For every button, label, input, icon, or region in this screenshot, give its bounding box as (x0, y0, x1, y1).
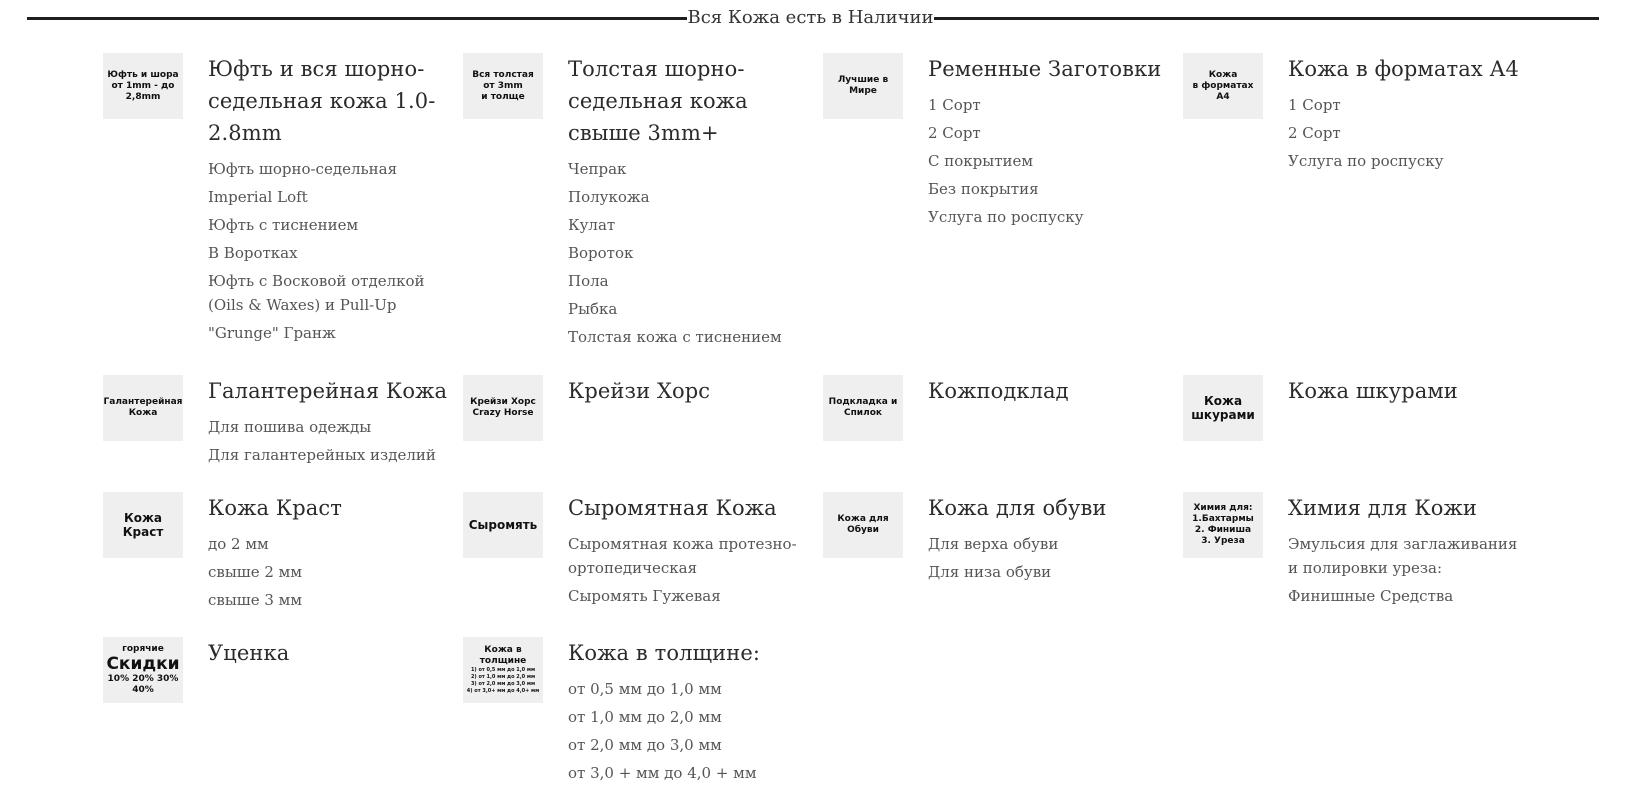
hide-thumb-icon[interactable] (1183, 375, 1263, 441)
thumb-caption: Краст (122, 525, 164, 539)
yuft-thumb-icon[interactable] (103, 53, 183, 119)
thumb-caption: Кожа (123, 511, 163, 525)
thumb-caption: от 1mm - до 2,8mm (111, 80, 175, 102)
rawhide-thumb-icon[interactable] (463, 492, 543, 558)
category-link[interactable]: "Grunge" Гранж (208, 324, 336, 342)
category-links (928, 532, 1168, 584)
thumb-caption: Химия для: (1193, 503, 1253, 513)
thumb-caption: 2. Финиша (1194, 525, 1252, 535)
section-title: Вся Кожа есть в Наличии (687, 7, 934, 28)
crazy-horse-thumb-icon[interactable] (463, 375, 543, 441)
thumb-caption: Кожа (128, 408, 158, 418)
thumb-caption: 1) от 0,5 мм до 1,0 мм (470, 667, 536, 673)
thumb-caption: Подкладка и (828, 397, 898, 407)
category-link[interactable]: Для пошива одежды (208, 418, 372, 436)
category-links (568, 532, 808, 608)
thumb-caption: шкурами (1191, 408, 1255, 422)
category-link[interactable]: до 2 мм (208, 535, 269, 553)
thumb-caption: Кожа (1203, 394, 1243, 408)
category-link[interactable]: свыше 3 мм (208, 591, 303, 609)
thumb-caption: 2) от 1,0 мм до 2,0 мм (470, 674, 536, 680)
category-link[interactable]: от 0,5 мм до 1,0 мм (568, 680, 722, 698)
category-link[interactable]: Сыромять Гужевая (568, 587, 721, 605)
category-link[interactable]: Сыромятная кожа протезно-ортопедическая (568, 535, 797, 577)
category-link[interactable]: Рыбка (568, 300, 618, 318)
thumb-caption: Галантерейная (103, 397, 183, 407)
category-title[interactable]: Уценка (208, 641, 290, 665)
category-links (568, 677, 808, 785)
category-link[interactable]: 2 Сорт (928, 124, 981, 142)
thumb-caption: горячие (122, 644, 164, 654)
crust-thumb-icon[interactable] (103, 492, 183, 558)
category-link[interactable]: Кулат (568, 216, 616, 234)
thumb-caption: Сыромять (468, 518, 538, 532)
category-title[interactable]: Ременные Заготовки (928, 57, 1162, 81)
category-link[interactable]: от 1,0 мм до 2,0 мм (568, 708, 722, 726)
category-link[interactable]: 1 Сорт (1288, 96, 1341, 114)
thumb-caption: в форматах (1192, 80, 1254, 91)
category-link[interactable]: Без покрытия (928, 180, 1039, 198)
category-title[interactable]: Толстая шорно-седельная кожа свыше 3mm+ (568, 57, 748, 145)
category-link[interactable]: Юфть шорно-седельная (208, 160, 398, 178)
thumb-caption: 3) от 2,0 мм до 3,0 мм (470, 681, 536, 687)
category-title[interactable]: Кожа для обуви (928, 496, 1107, 520)
category-title[interactable]: Юфть и вся шорно-седельная кожа 1.0-2.8mm (208, 57, 436, 145)
category-title[interactable]: Кожа в форматах А4 (1288, 57, 1520, 81)
thumb-caption: А4 (1216, 91, 1230, 102)
category-title[interactable]: Кожподклад (928, 379, 1069, 403)
category-title[interactable]: Кожа в толщине: (568, 641, 761, 665)
header-divider-right (934, 17, 1599, 20)
discount-thumb-icon[interactable] (103, 637, 183, 703)
thumb-caption: Крейзи Хорс (470, 397, 536, 407)
thumb-caption: Скидки (106, 654, 180, 674)
category-link[interactable]: Imperial Loft (208, 188, 308, 206)
category-link[interactable]: 2 Сорт (1288, 124, 1341, 142)
category-link[interactable]: Финишные Средства (1288, 587, 1454, 605)
category-links (1288, 532, 1528, 608)
thumb-caption: Вся толстая от 3mm (472, 69, 534, 91)
category-link[interactable]: Услуга по роспуску (928, 208, 1084, 226)
category-links (208, 415, 448, 467)
header-divider-left (27, 17, 687, 20)
category-link[interactable]: свыше 2 мм (208, 563, 303, 581)
category-title[interactable]: Кожа шкурами (1288, 379, 1458, 403)
category-links (568, 157, 808, 349)
category-title[interactable]: Галантерейная Кожа (208, 379, 448, 403)
category-title[interactable]: Сыромятная Кожа (568, 496, 777, 520)
category-link[interactable]: Для галантерейных изделий (208, 446, 436, 464)
category-links (1288, 93, 1528, 173)
thumb-caption: Обуви (847, 525, 879, 535)
category-links (208, 157, 448, 345)
a4-leather-thumb-icon[interactable] (1183, 53, 1263, 119)
category-link[interactable]: Для верха обуви (928, 535, 1059, 553)
category-link[interactable]: Толстая кожа с тиснением (568, 328, 782, 346)
category-link[interactable]: Услуга по роспуску (1288, 152, 1444, 170)
shoe-leather-thumb-icon[interactable] (823, 492, 903, 558)
category-link[interactable]: Полукожа (568, 188, 650, 206)
chemistry-thumb-icon[interactable] (1183, 492, 1263, 558)
category-link[interactable]: Эмульсия для заглаживания и полировки уреза: (1288, 535, 1518, 577)
category-link[interactable]: Пола (568, 272, 609, 290)
thick-leather-thumb-icon[interactable] (463, 53, 543, 119)
thumb-caption: и толще (481, 91, 525, 102)
lining-thumb-icon[interactable] (823, 375, 903, 441)
haberdashery-thumb-icon[interactable] (103, 375, 183, 441)
category-title[interactable]: Химия для Кожи (1288, 496, 1478, 520)
category-link[interactable]: от 3,0 + мм до 4,0 + мм (568, 764, 757, 782)
category-links (208, 532, 448, 612)
thumb-caption: Юфть и шора (107, 69, 179, 80)
category-link[interactable]: С покрытием (928, 152, 1034, 170)
category-links (928, 93, 1168, 229)
category-link[interactable]: 1 Сорт (928, 96, 981, 114)
thumb-caption: Кожа для (837, 514, 889, 524)
thumb-caption: Лучшие в Мире (837, 75, 889, 96)
category-link[interactable]: Юфть с Восковой отделкой (Oils & Waxes) и Pull-Up (208, 272, 425, 314)
category-link[interactable]: Вороток (568, 244, 634, 262)
category-link[interactable]: Чепрак (568, 160, 627, 178)
thumb-caption: 10% 20% 30% 40% (107, 674, 179, 695)
category-link[interactable]: Для низа обуви (928, 563, 1052, 581)
thumb-caption: Crazy Horse (472, 408, 534, 418)
thumb-caption: Кожа в толщине (479, 645, 527, 666)
thumb-caption: 3. Уреза (1201, 536, 1245, 546)
thumb-caption: 1.Бахтармы (1192, 514, 1254, 524)
category-link[interactable]: Юфть с тиснением (208, 216, 359, 234)
category-link[interactable]: от 2,0 мм до 3,0 мм (568, 736, 722, 754)
category-link[interactable]: В Воротках (208, 244, 298, 262)
thumb-caption: Спилок (843, 408, 882, 418)
category-title[interactable]: Кожа Краст (208, 496, 343, 520)
thumb-caption: 4) от 3,0+ мм до 4,0+ мм (466, 688, 540, 694)
thickness-thumb-icon[interactable] (463, 637, 543, 703)
belt-thumb-icon[interactable] (823, 53, 903, 119)
category-title[interactable]: Крейзи Хорс (568, 379, 711, 403)
thumb-caption: Кожа (1208, 69, 1238, 80)
